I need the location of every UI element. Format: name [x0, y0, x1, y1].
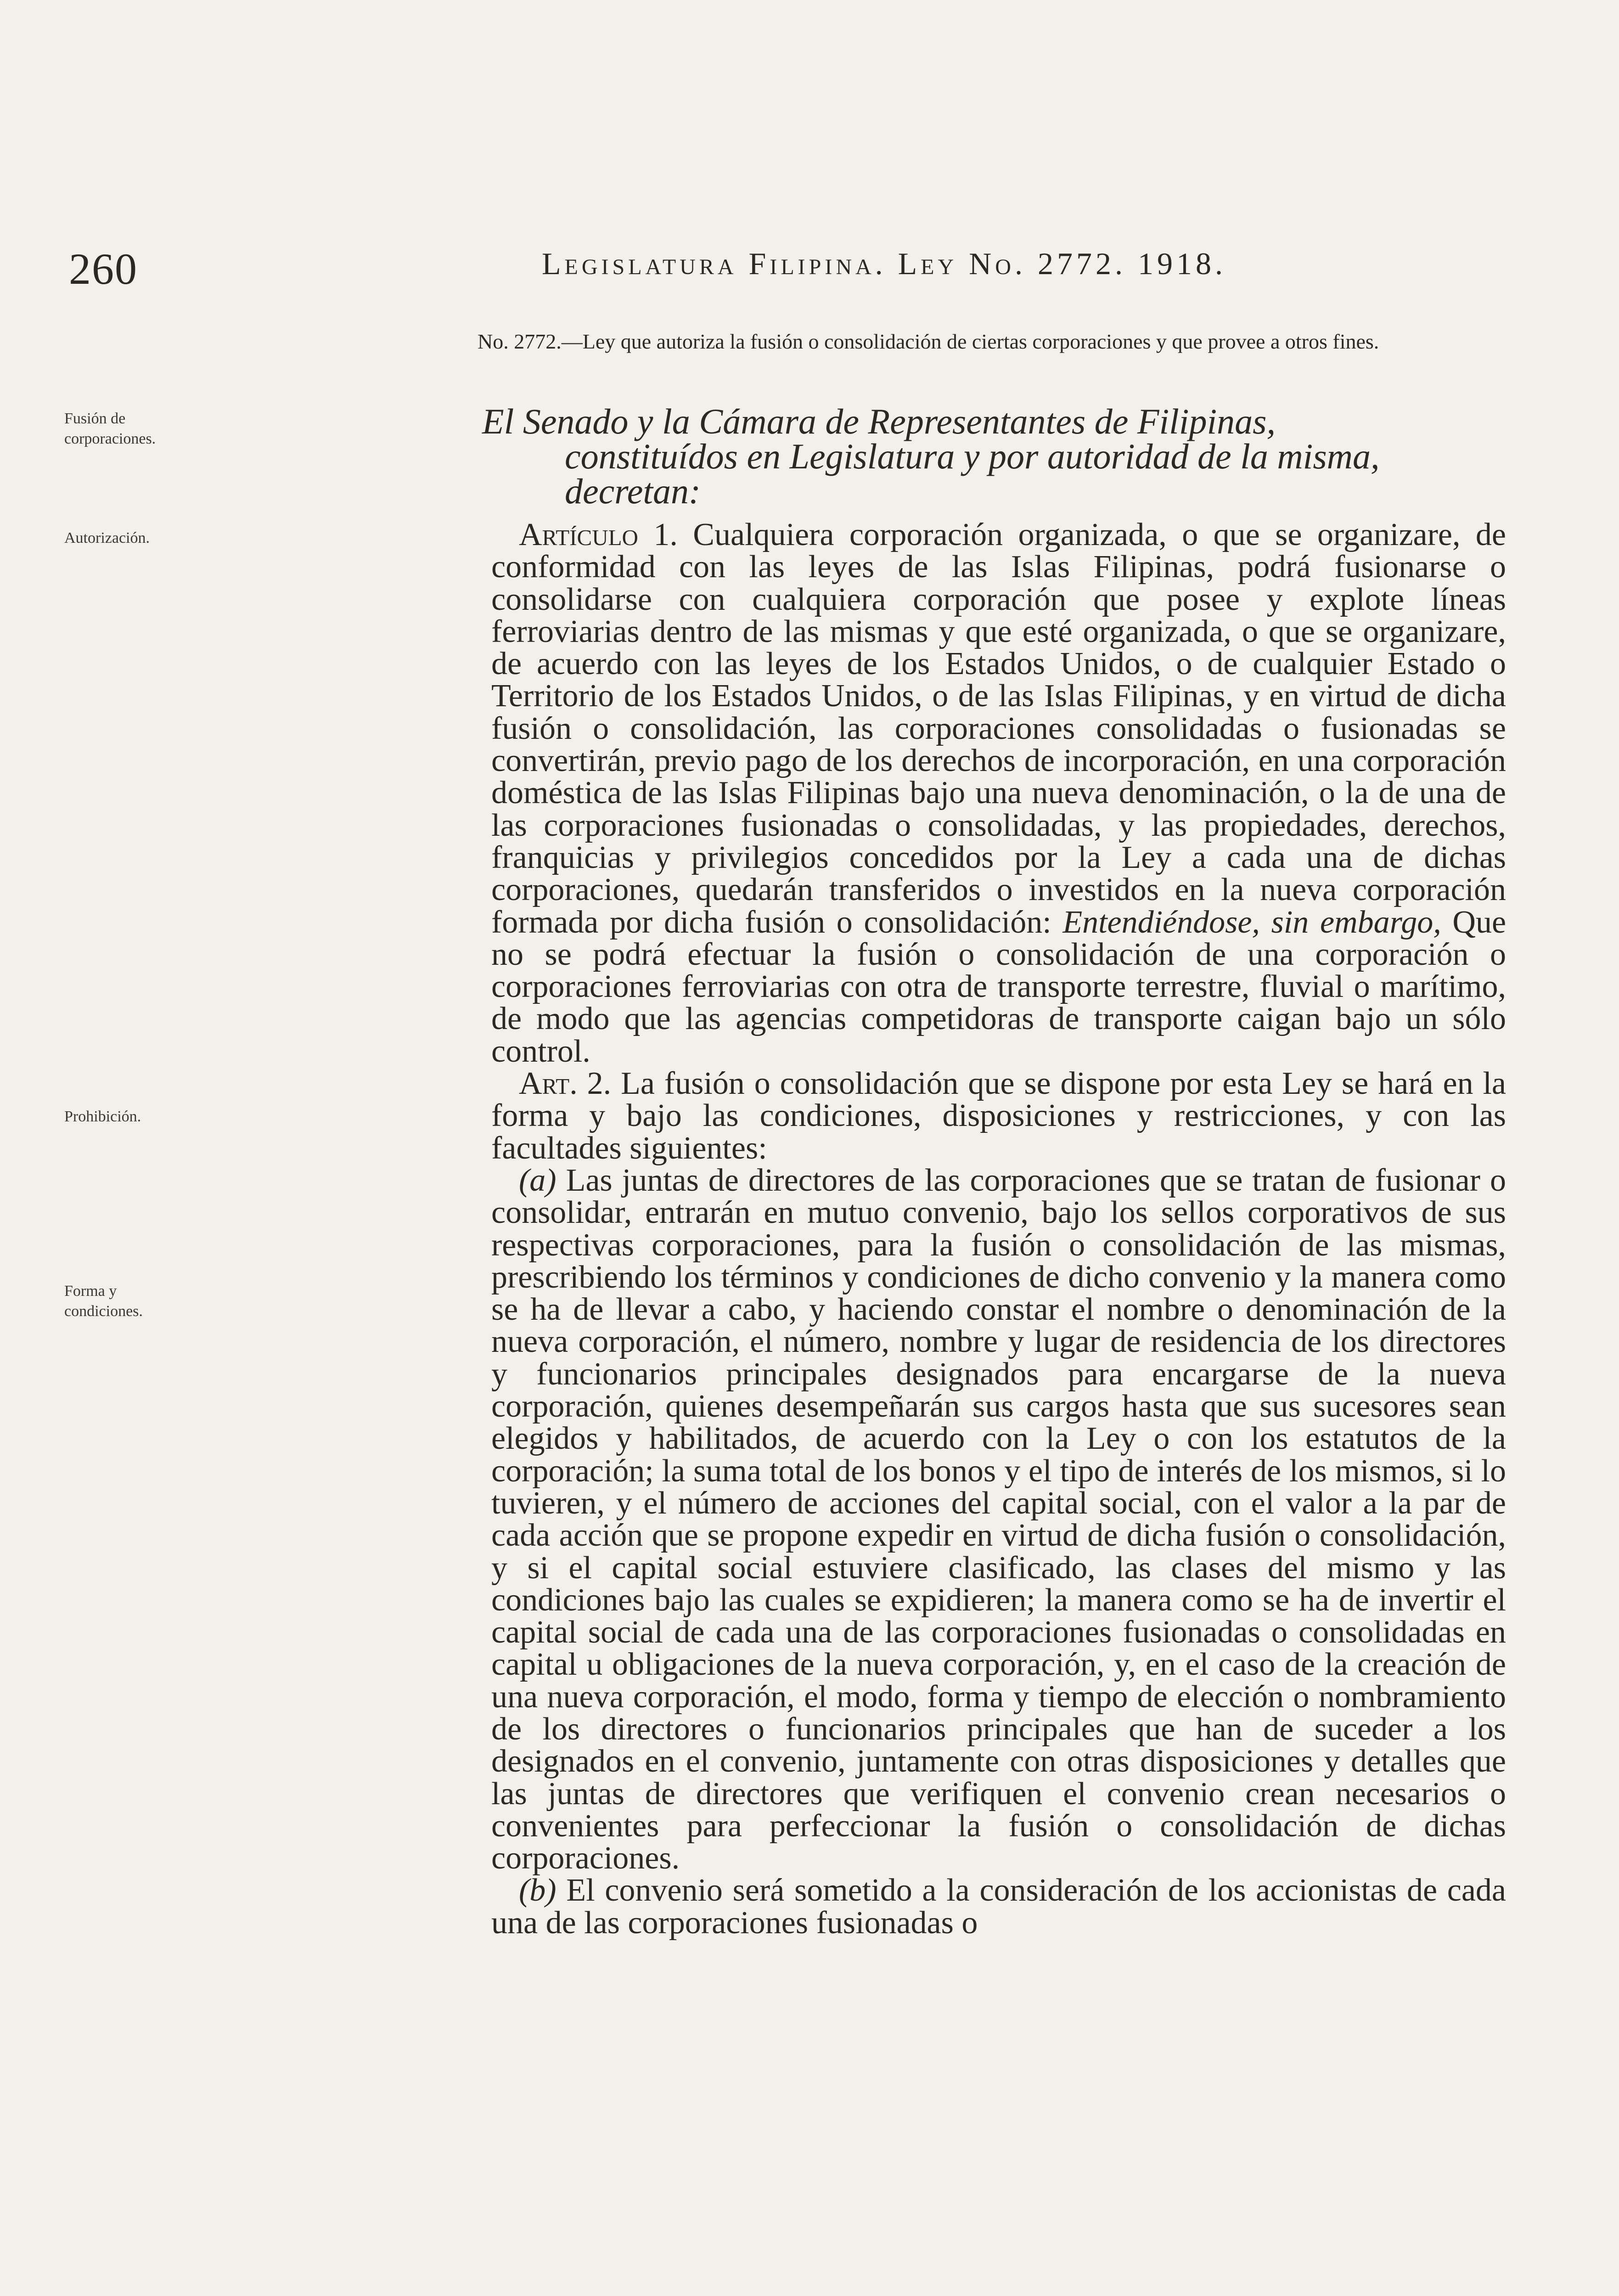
- enacting-line-1: El Senado y la Cámara de Representantes de Filipinas,: [482, 401, 1276, 441]
- clause-a-text: Las juntas de directores de las corporaciones que se tratan de fusionar o consolidar, entrarán en mutuo convenio, bajo los sellos corporativos de sus respectivas corporaciones, para la fusión o consolidación de las mismas, prescribiendo los términos y condiciones de dicho convenio y la manera como se ha de llevar a cabo, y haciendo constar el nombre o denominación de la nueva corporación, el número, nombre y lugar de residencia de los directores y funcionarios principales designados para encargarse de la nueva corporación, quienes desempeñarán sus cargos hasta que sus sucesores sean elegidos y habilitados, de acuerdo con la Ley o con los estatutos de la corporación; la suma total de los bonos y el tipo de interés de los mismos, si lo tuvieren, y el número de acciones del capital social, con el valor a la par de cada acción que se propone expedir en virtud de dicha fusión o consolidación, y si el capital social estuviere clasificado, las clases del mismo y las condiciones bajo las cuales se expidieren; la manera como se ha de invertir el capital social de cada una de las corporaciones fusionadas o consolidadas en capital u obligaciones de la nueva corporación, y, en el caso de la creación de una nueva corporación, el modo, forma y tiempo de elección o nombramiento de los directores o funcionarios principales que han de suceder a los designados en el convenio, juntamente con otras disposiciones y detalles que las juntas de directores que verifiquen el convenio crean necesarios o convenientes para perfeccionar la fusión o consolidación de dichas corporaciones.: [491, 1162, 1507, 1876]
- page-number: 260: [69, 244, 138, 293]
- clause-b-text: El convenio será sometido a la consideración de los accionistas de cada una de las corporaciones fusionadas o: [491, 1873, 1507, 1941]
- law-body: [491, 519, 1506, 1939]
- article-1: [491, 519, 1506, 1068]
- enacting-line-3: decretan:: [565, 471, 701, 511]
- article-1-label: Artículo 1.: [519, 517, 678, 552]
- clause-b: [491, 1874, 1506, 1939]
- margin-note-autorizacion: Autorización.: [64, 529, 150, 546]
- enacting-line-2: constituídos en Legislatura y por autoridad de la misma,: [565, 436, 1380, 476]
- margin-note-forma: Forma y condiciones.: [64, 1283, 143, 1320]
- article-2-text: La fusión o consolidación que se dispone por esta Ley se hará en la forma y bajo las condiciones, disposiciones y restricciones, y con las facultades siguientes:: [491, 1066, 1506, 1166]
- clause-b-label: (b): [519, 1873, 557, 1908]
- enacting-clause: [482, 401, 1501, 511]
- law-heading: [478, 328, 1446, 355]
- article-2: [491, 1068, 1506, 1165]
- running-head: Legislatura Filipina. Ley No. 2772. 1918.: [542, 246, 1226, 281]
- article-1-proviso-text: Que no se podrá efectuar la fusión o consolidación de una corporación o corporaciones ferroviarias con otra de transporte terrestre, fluvial o marítimo, de modo que las agencias competidoras de transporte caigan bajo un sólo control.: [491, 904, 1507, 1069]
- article-2-label: Art. 2.: [519, 1066, 612, 1102]
- article-1-proviso: Entendiéndose, sin embargo,: [1062, 904, 1441, 940]
- clause-a: [491, 1162, 1507, 1876]
- law-title: No. 2772.—Ley que autoriza la fusión o consolidación de ciertas corporaciones y que provee a otros fines.: [478, 330, 1379, 353]
- margin-note-fusion: Fusión de corporaciones.: [64, 410, 156, 447]
- article-1-text: Cualquiera corporación organizada, o que se organizare, de conformidad con las leyes de las Islas Filipinas, podrá fusionarse o consolidarse con cualquiera corporación que posee y explote líneas ferroviarias dentro de las mismas y que esté organizada, o que se organizare, de acuerdo con las leyes de los Estados Unidos, o de cualquier Estado o Territorio de los Estados Unidos, o de las Islas Filipinas, y en virtud de dicha fusión o consolidación, las corporaciones consolidadas o fusionadas se convertirán, previo pago de los derechos de incorporación, en una corporación doméstica de las Islas Filipinas bajo una nueva denominación, o la de una de las corporaciones fusionadas o consolidadas, y las propiedades, derechos, franquicias y privilegios concedidos por la Ley a cada una de dichas corporaciones, quedarán transferidos o investidos en la nueva corporación formada por dicha fusión o consolidación:: [491, 517, 1506, 940]
- clause-a-label: (a): [519, 1162, 557, 1198]
- margin-note-prohibicion: Prohibición.: [64, 1108, 141, 1125]
